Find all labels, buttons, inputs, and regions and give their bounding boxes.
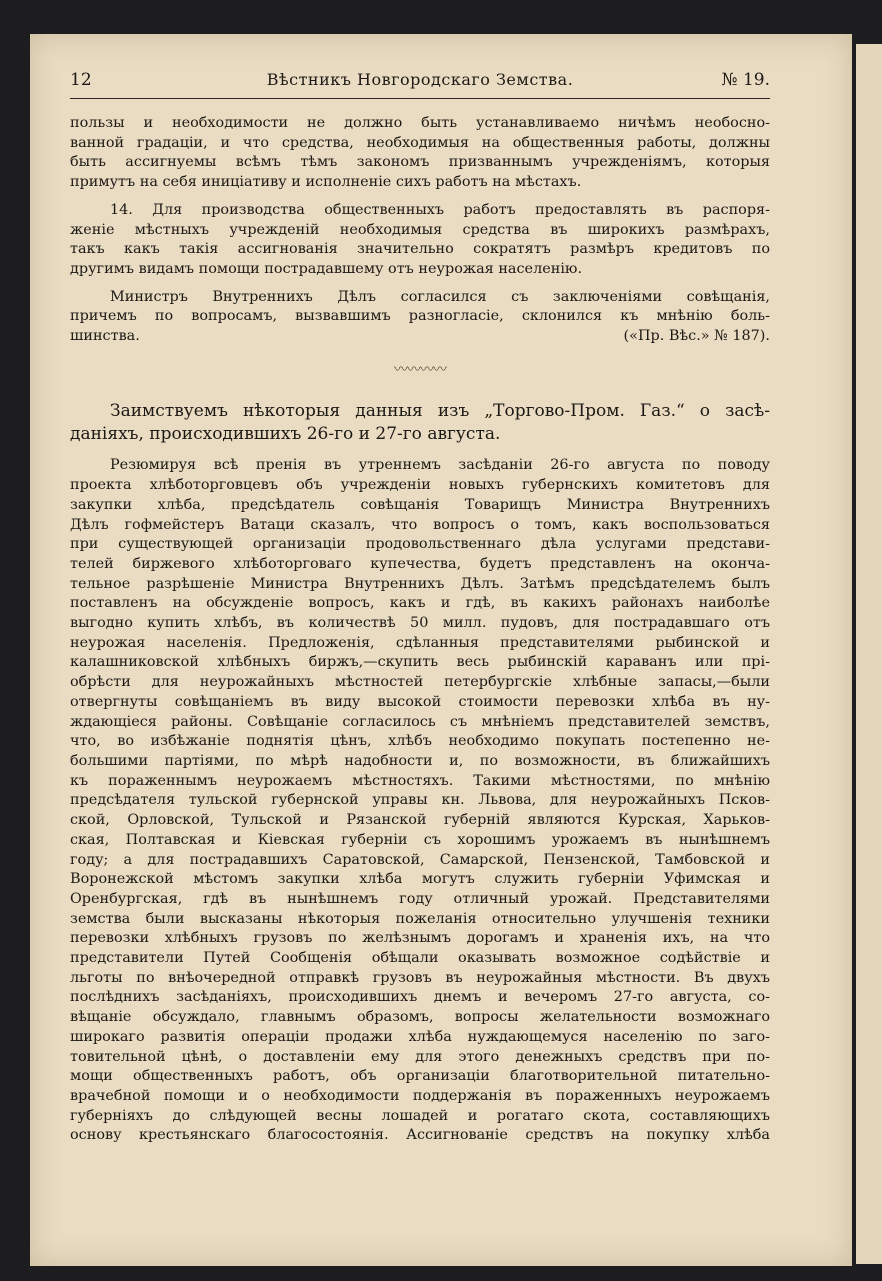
text-line: широкаго развитія операціи продажи хлѣба нуждающемуся населенію по заго- [70,1028,770,1045]
text-line: губерніяхъ до слѣдующей весны лошадей и рогатаго скота, составляющихъ [70,1107,770,1124]
text-fragment: шинства. [70,328,140,345]
next-page-edge [856,44,882,1264]
text-line: Дѣлъ гофмейстеръ Ватаци сказалъ, что вопросъ о томъ, какъ воспользоваться [70,516,770,533]
text-line: закупки хлѣба, предсѣдатель совѣщанія Товарищъ Министра Внутреннихъ [70,496,770,513]
section-divider-ornament: 〰〰〰〰 [394,361,446,378]
text-line: вѣщаніе обсуждало, главнымъ образомъ, вопросы желательности возможнаго [70,1009,770,1026]
page-body [70,114,770,1146]
text-line: предсѣдателя тульской губернской управы кн. Львова, для неурожайныхъ Псков- [70,792,770,809]
text-line: даніяхъ, происходившихъ 26-го и 27-го августа. [70,424,501,445]
text-line: мощи общественныхъ работъ, объ организаціи благотворительной питательно- [70,1068,770,1085]
text-line: неурожая населенія. Предложенія, сдѣланныя представителями рыбинской и [70,634,770,651]
text-line: Заимствуемъ нѣкоторыя данныя изъ „Торгово-Пром. Газ.“ о засѣ- [110,401,770,422]
section-intro [70,400,770,446]
text-line: калашниковской хлѣбныхъ биржъ,—скупить весь рыбинскій караванъ или прі- [70,654,770,671]
text-line: женіе мѣстныхъ учрежденій необходимыя средства въ широкихъ размѣрахъ, [70,221,770,238]
text-line-with-source [70,327,770,347]
text-line: быть ассигнуемы всѣмъ тѣмъ закономъ призваннымъ учрежденіямъ, которыя [70,154,770,171]
paragraph-minister-decision [70,288,770,347]
text-line: причемъ по вопросамъ, вызвавшимъ разногласіе, склонился къ мнѣнію боль- [70,308,770,325]
text-line: Воронежской мѣстомъ закупки хлѣба могутъ служить губерніи Уфимская и [70,871,770,888]
running-header [70,70,770,99]
source-reference: («Пр. Вѣс.» № 187). [623,328,770,345]
text-line: примутъ на себя иниціативу и исполненіе сихъ работъ на мѣстахъ. [70,174,582,191]
text-line: выгодно купить хлѣбъ, въ количествѣ 50 милл. пудовъ, для пострадавшаго отъ [70,615,770,632]
text-line: перевозки хлѣбныхъ грузовъ по желѣзнымъ дорогамъ и храненія ихъ, на что [70,930,770,947]
text-line: Оренбургская, гдѣ въ нынѣшнемъ году отличный урожай. Представителями [70,890,770,907]
text-line: такъ какъ такія ассигнованія значительно сократятъ размѣръ кредитовъ по [70,241,770,258]
text-line: товительной цѣнѣ, о доставленіи ему для этого денежныхъ средствъ при по- [70,1048,770,1065]
text-line: земства были высказаны нѣкоторыя пожеланія относительно улучшенія техники [70,910,770,927]
text-line: къ пораженнымъ неурожаемъ мѣстностяхъ. Такими мѣстностями, по мнѣнію [70,772,770,789]
journal-title: Вѣстникъ Новгородскаго Земства. [266,70,574,89]
text-line: Резюмируя всѣ пренія въ утреннемъ засѣданіи 26-го августа по поводу [110,457,770,474]
text-line: поставленъ на обсужденіе вопросъ, какъ и гдѣ, въ какихъ районахъ наиболѣе [70,595,770,612]
text-line: основу крестьянскаго благосостоянія. Ассигнованіе средствъ на покупку хлѣба [70,1127,770,1144]
text-line: ской, Орловской, Тульской и Рязанской губерній являются Курская, Харьков- [70,812,770,829]
text-line: ждающіеся районы. Совѣщаніе согласилось съ мнѣніемъ представителей земствъ, [70,713,770,730]
text-line: обрѣсти для неурожайныхъ мѣстностей петербургскіе хлѣбные запасы,—были [70,674,770,691]
text-line: отвергнуты совѣщаніемъ въ виду высокой стоимости перевозки хлѣба въ ну- [70,693,770,710]
paragraph-item-14 [70,201,770,280]
text-line: льготы по внѣочередной отправкѣ грузовъ въ неурожайныя мѣстности. Въ двухъ [70,969,770,986]
page-number: 12 [70,70,92,90]
text-line: году; а для пострадавшихъ Саратовской, Самарской, Пензенской, Тамбовской и [70,851,770,868]
text-line: телей биржевого хлѣботорговаго купечества, будетъ представленъ на оконча- [70,555,770,572]
text-line: 14. Для производства общественныхъ работъ предоставлять въ распоря- [110,201,770,218]
paragraph-continuation [70,114,770,193]
issue-number: № 19. [721,70,770,90]
text-line: тельное разрѣшеніе Министра Внутреннихъ Дѣлъ. Затѣмъ предсѣдателемъ былъ [70,575,770,592]
text-line: ская, Полтавская и Кіевская губерніи съ хорошимъ урожаемъ въ нынѣшнемъ [70,831,770,848]
text-line: врачебной помощи и о необходимости поддержанія въ пораженныхъ неурожаемъ [70,1087,770,1104]
text-line: что, во избѣжаніе поднятія цѣнъ, хлѣбъ необходимо покупать постепенно не- [70,733,770,750]
text-line: проекта хлѣботорговцевъ объ учрежденіи новыхъ губернскихъ комитетовъ для [70,477,770,494]
text-line: при существующей организаціи продовольственнаго дѣла услугами представи- [70,536,770,553]
text-line: другимъ видамъ помощи пострадавшему отъ неурожая населенію. [70,260,583,277]
text-line: послѣднихъ засѣданіяхъ, происходившихъ днемъ и вечеромъ 27-го августа, со- [70,989,770,1006]
text-line: представители Путей Сообщенія обѣщали оказывать возможное содѣйствіе и [70,950,770,967]
text-line: Министръ Внутреннихъ Дѣлъ согласился съ заключеніями совѣщанія, [110,288,770,305]
main-paragraph [70,456,770,1146]
text-line: пользы и необходимости не должно быть устанавливаемо ничѣмъ необосно- [70,115,770,131]
text-line: большими партіями, по мѣрѣ надобности и, по возможности, въ ближайшихъ [70,752,770,769]
text-line: ванной градаціи, и что средства, необходимыя на общественныя работы, должны [70,134,770,151]
